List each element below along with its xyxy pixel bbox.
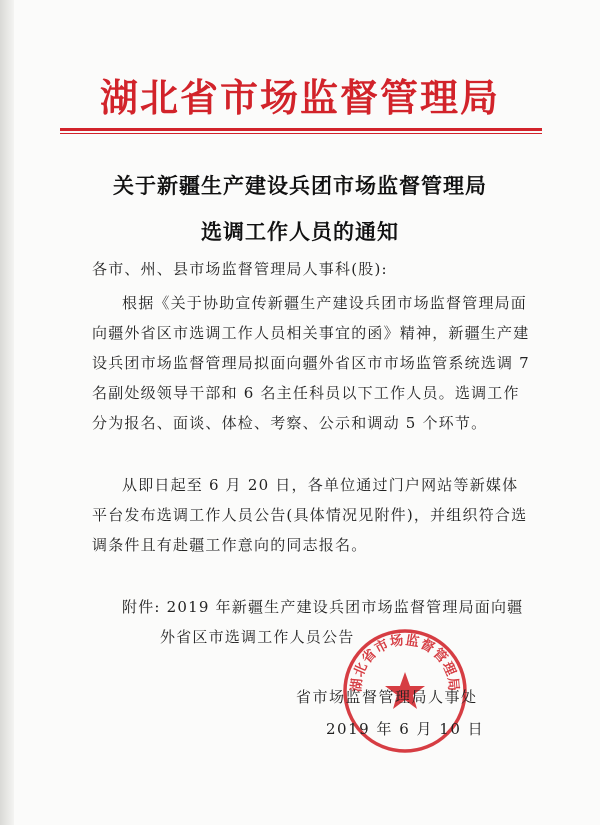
attachment-note — [122, 592, 532, 652]
scan-edge-shadow — [0, 0, 14, 825]
body-paragraph-1: 根据《关于协助宣传新疆生产建设兵团市场监督管理局面向疆外省区市选调工作人员相关事宜的函》精神，新疆生产建设兵团市场监督管理局拟面向疆外省区市市场监管系统选调 7 名副处级领导干部和 6 名主任科员以下工作人员。选调工作分为报名、面谈、体检、考察、公示和调动 5 个环节。 — [92, 294, 530, 432]
svg-text:湖北省市场监督管理局: 湖北省市场监督管理局 — [348, 632, 462, 693]
header-red-rule — [60, 128, 542, 131]
header-red-rule-thin — [60, 133, 542, 134]
issue-date: 2019 年 6 月 10 日 — [326, 720, 485, 738]
agency-header: 湖北省市场监督管理局 — [99, 76, 500, 120]
attachment-line-1: 附件: 2019 年新疆生产建设兵团市场监督管理局面向疆 — [122, 598, 524, 616]
document-title-line2: 选调工作人员的通知 — [201, 219, 399, 244]
signer: 省市场监督管理局人事处 — [296, 688, 478, 706]
document-title-line1: 关于新疆生产建设兵团市场监督管理局 — [113, 173, 487, 198]
attachment-line-2: 外省区市选调工作人员公告 — [160, 628, 355, 646]
body-paragraph-2: 从即日起至 6 月 20 日，各单位通过门户网站等新媒体平台发布选调工作人员公告(具体情况见附件)，并组织符合选调条件且有赴疆工作意向的同志报名。 — [92, 476, 528, 554]
salutation: 各市、州、县市场监督管理局人事科(股): — [92, 260, 388, 278]
